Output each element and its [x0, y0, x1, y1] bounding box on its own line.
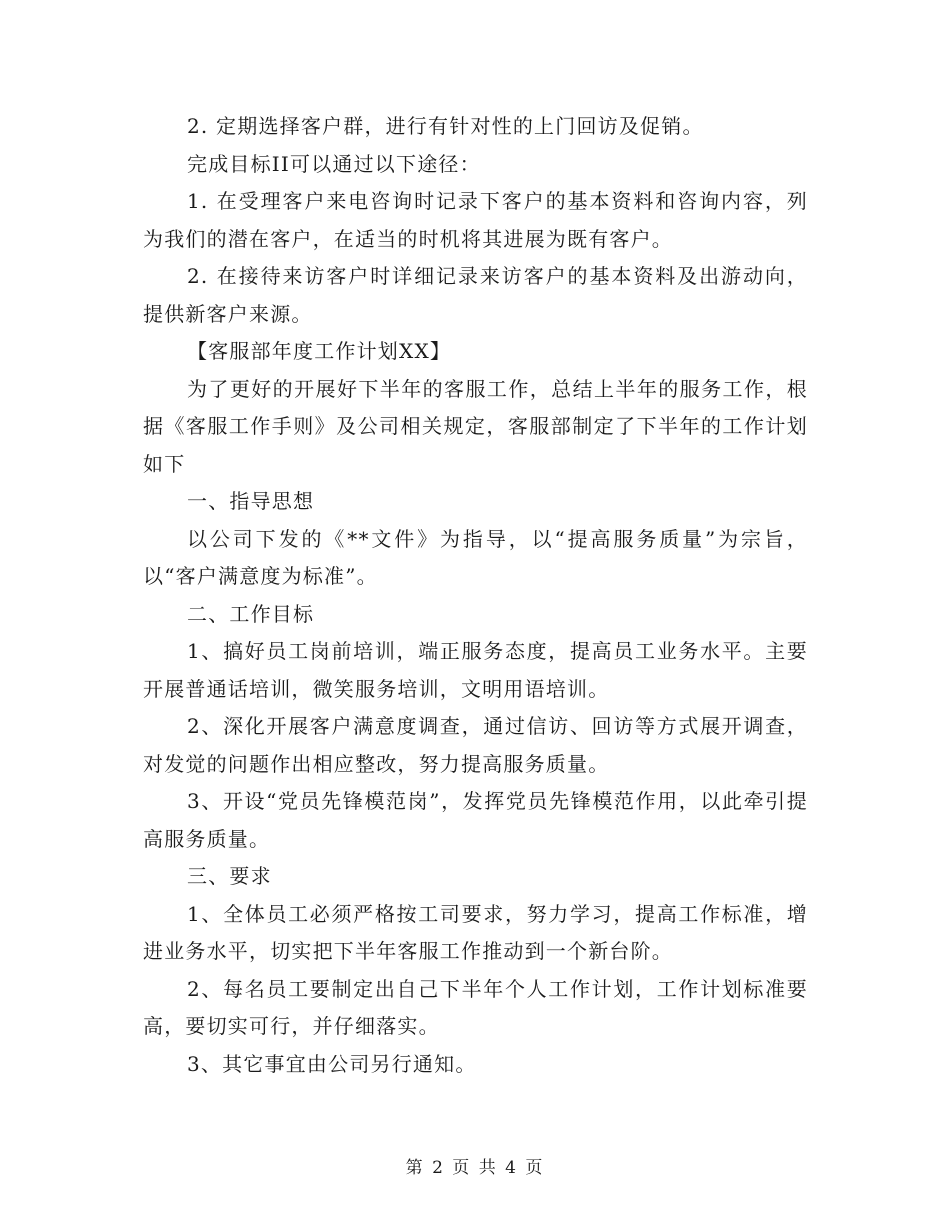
section-heading: 【客服部年度工作计划XX】 — [187, 339, 452, 363]
section-heading: 三、要求 — [187, 864, 272, 888]
paragraph: 以公司下发的《**文件》为指导，以“提高服务质量”为宗旨，以“客户满意度为标准”。 — [143, 526, 808, 588]
paragraph: 1. 在受理客户来电咨询时记录下客户的基本资料和咨询内容，列为我们的潜在客户，在适当的时机将其进展为既有客户。 — [143, 189, 808, 251]
paragraph: 3、开设“党员先锋模范岗”，发挥党员先锋模范作用，以此牵引提高服务质量。 — [143, 789, 808, 851]
paragraph: 1、搞好员工岗前培训，端正服务态度，提高员工业务水平。主要开展普通话培训，微笑服务培训，文明用语培训。 — [143, 639, 808, 701]
section-heading: 二、工作目标 — [187, 601, 315, 626]
paragraph: 2. 定期选择客户群，进行有针对性的上门回访及促销。 — [187, 114, 704, 138]
paragraph: 2、深化开展客户满意度调查，通过信访、回访等方式展开调查，对发觉的问题作出相应整改，努力提高服务质量。 — [143, 714, 808, 776]
paragraph: 1、全体员工必须严格按工司要求，努力学习，提高工作标准，增进业务水平，切实把下半年客服工作推动到一个新台阶。 — [143, 901, 808, 963]
paragraph: 3、其它事宜由公司另行通知。 — [187, 1051, 477, 1076]
paragraph: 为了更好的开展好下半年的客服工作，总结上半年的服务工作，根据《客服工作手则》及公司相关规定，客服部制定了下半年的工作计划如下 — [143, 376, 808, 476]
paragraph: 2、每名员工要制定出自己下半年个人工作计划，工作计划标准要高，要切实可行，并仔细落实。 — [143, 976, 808, 1038]
paragraph: 2. 在接待来访客户时详细记录来访客户的基本资料及出游动向，提供新客户来源。 — [143, 264, 808, 326]
paragraph: 完成目标II可以通过以下途径： — [187, 151, 481, 176]
page-number-footer: 第 2 页 共 4 页 — [405, 1158, 545, 1178]
section-heading: 一、指导思想 — [187, 489, 315, 513]
document-body — [143, 108, 808, 1083]
